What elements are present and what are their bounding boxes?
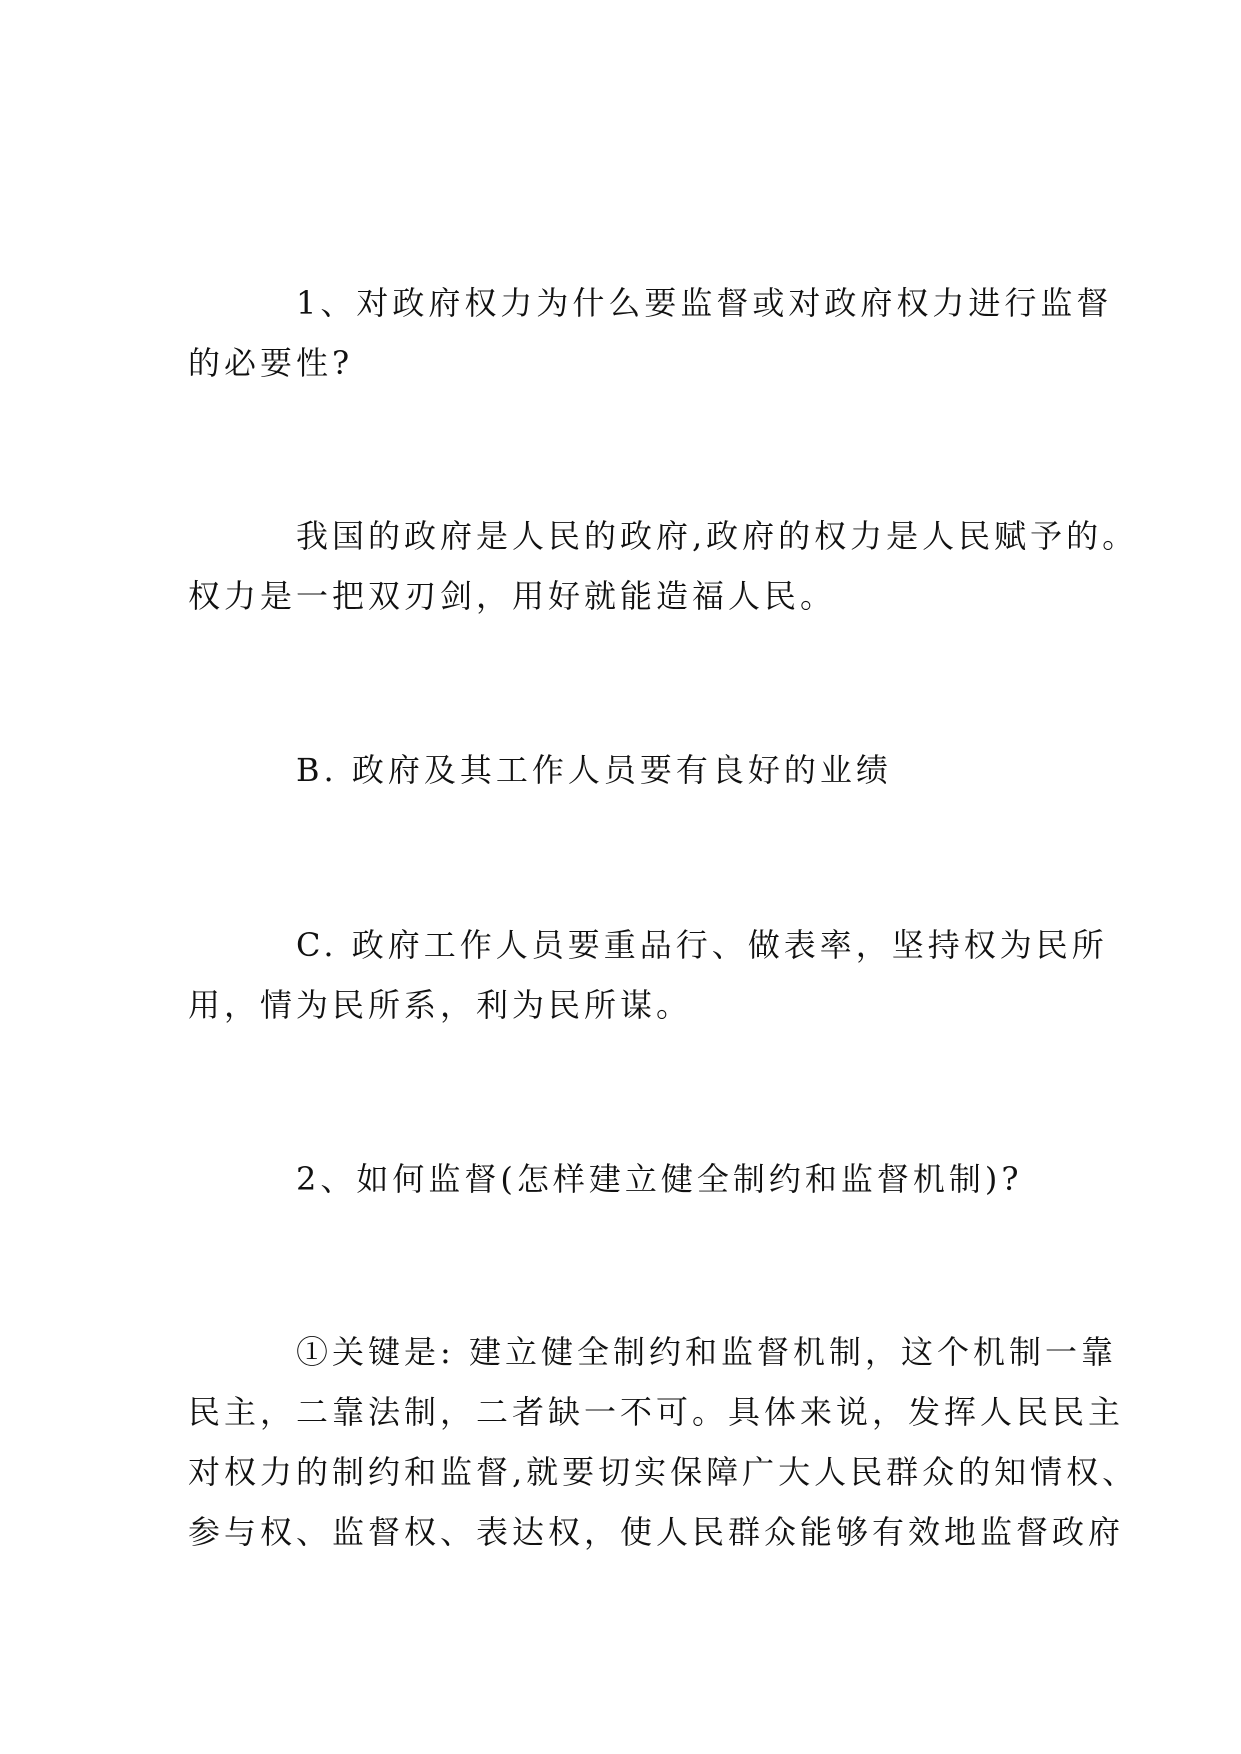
question-1-paragraph: [188, 273, 1113, 393]
text-line: B. 政府及其工作人员要有良好的业绩: [296, 751, 892, 789]
text-line: 1、对政府权力为什么要监督或对政府权力进行监督: [296, 284, 1113, 322]
text-line: 民主，二靠法制，二者缺一不可。具体来说，发挥人民民主: [188, 1393, 1125, 1431]
text-line: 2、如何监督(怎样建立健全制约和监督机制)?: [296, 1160, 1023, 1198]
text-line: 我国的政府是人民的政府,政府的权力是人民赋予的。: [296, 517, 1139, 555]
point-c-paragraph: [188, 915, 1108, 1035]
text-line: 权力是一把双刃剑，用好就能造福人民。: [188, 577, 837, 615]
text-line: ①关键是: 建立健全制约和监督机制，这个机制一靠: [296, 1333, 1117, 1371]
point-b-paragraph: [188, 740, 1053, 800]
answer-2-paragraph: [188, 1322, 1139, 1562]
text-line: C. 政府工作人员要重品行、做表率，坚持权为民所: [296, 926, 1108, 964]
text-line: 对权力的制约和监督,就要切实保障广大人民群众的知情权、: [188, 1453, 1139, 1491]
answer-1-paragraph: [188, 506, 1139, 626]
text-line: 参与权、监督权、表达权，使人民群众能够有效地监督政府: [188, 1513, 1125, 1551]
text-line: 用，情为民所系，利为民所谋。: [188, 986, 693, 1024]
question-2-paragraph: [188, 1149, 1053, 1209]
text-line: 的必要性?: [188, 344, 354, 382]
